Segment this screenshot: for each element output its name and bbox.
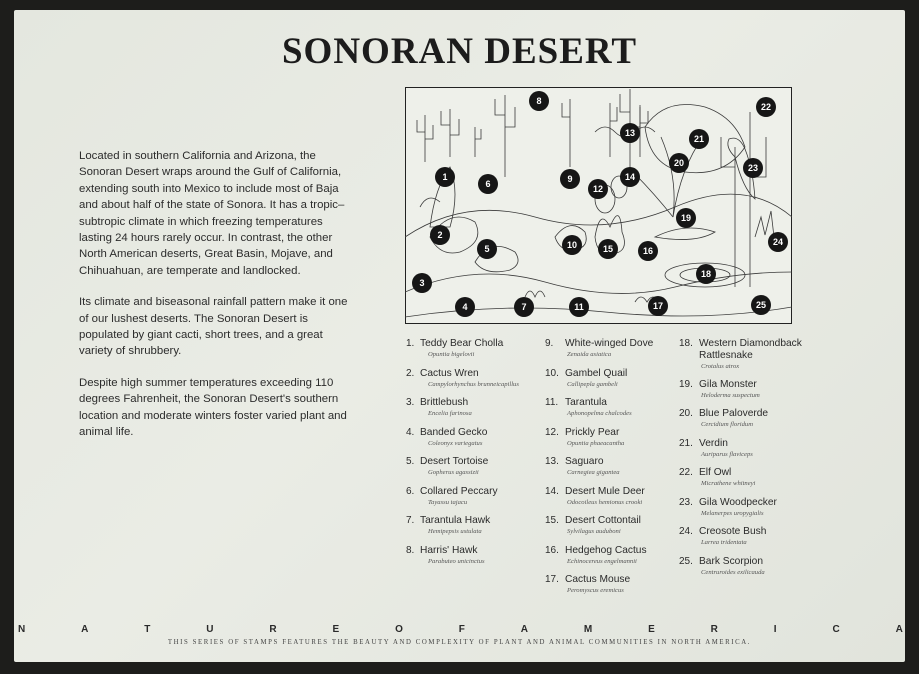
species-scientific-name: Callipepla gambeli xyxy=(567,380,618,388)
svg-text:5: 5 xyxy=(484,244,490,255)
species-scientific-name: Crotalus atrox xyxy=(701,363,740,370)
intro-paragraph-2: Its climate and biseasonal rainfall pattern make it one of our lushest deserts. The Sonoran Desert is populated by giant cacti, short trees, and a great variety of shrubbery. xyxy=(79,296,348,358)
species-common-name: Tarantula xyxy=(565,397,607,408)
svg-text:22: 22 xyxy=(760,102,772,113)
svg-text:1: 1 xyxy=(442,172,448,183)
species-number: 22. xyxy=(679,467,693,478)
intro-text xyxy=(79,148,354,456)
species-number: 12. xyxy=(545,426,559,438)
svg-text:24: 24 xyxy=(772,237,784,248)
illustration-marker xyxy=(455,297,475,317)
series-letter: E xyxy=(648,624,655,635)
species-common-name: Verdin xyxy=(699,437,728,449)
species-scientific-name: Cercidium floridum xyxy=(701,421,753,428)
species-common-name: Prickly Pear xyxy=(565,426,620,438)
species-entry xyxy=(406,515,555,536)
species-scientific-name: Aphonopelma chalcodes xyxy=(567,410,632,417)
species-entry xyxy=(679,497,811,518)
species-scientific-name: Encelia farinosa xyxy=(428,410,472,417)
species-number: 23. xyxy=(679,496,693,508)
svg-text:10: 10 xyxy=(566,240,578,251)
species-common-name: Desert Tortoise xyxy=(420,456,489,467)
series-letter: A xyxy=(520,624,528,635)
species-entry xyxy=(406,545,555,566)
species-common-name: Creosote Bush xyxy=(699,526,767,537)
species-scientific-name: Campylorhynchus brunneicapillus xyxy=(428,380,519,388)
series-letter: N xyxy=(18,624,26,635)
species-entry xyxy=(545,486,694,507)
species-number: 14. xyxy=(545,485,559,497)
species-common-name: Cactus Mouse xyxy=(565,574,631,585)
series-letter: A xyxy=(81,624,89,635)
svg-text:25: 25 xyxy=(755,300,767,311)
series-letter: I xyxy=(773,624,777,635)
illustration-marker xyxy=(562,235,582,255)
species-scientific-name: Peromyscus eremicus xyxy=(567,587,624,594)
species-scientific-name: Centruroides exilicauda xyxy=(701,568,765,576)
species-common-name: Gambel Quail xyxy=(565,367,628,379)
species-number: 3. xyxy=(406,397,415,408)
svg-text:14: 14 xyxy=(624,172,636,183)
species-number: 18. xyxy=(679,338,693,349)
species-entry xyxy=(679,467,811,488)
species-number: 20. xyxy=(679,408,693,419)
species-common-name: Western Diamondback Rattlesnake xyxy=(699,338,802,361)
species-scientific-name: Echinocereus engelmannii xyxy=(567,557,637,565)
species-scientific-name: Tayassu tajacu xyxy=(428,498,468,506)
svg-text:2: 2 xyxy=(437,230,443,241)
series-letter: T xyxy=(144,624,151,635)
species-entry xyxy=(679,408,811,429)
svg-text:12: 12 xyxy=(592,184,604,195)
series-letter: E xyxy=(332,624,340,635)
illustration-marker xyxy=(669,153,689,173)
species-scientific-name: Heloderma suspectum xyxy=(701,391,760,399)
svg-text:8: 8 xyxy=(536,96,542,107)
species-common-name: Harris' Hawk xyxy=(420,544,478,556)
species-number: 25. xyxy=(679,555,693,567)
species-entry xyxy=(679,338,811,371)
species-entry xyxy=(545,456,694,477)
illustration-marker xyxy=(756,97,776,117)
species-entry xyxy=(406,397,555,418)
svg-text:7: 7 xyxy=(521,302,527,313)
species-common-name: Saguaro xyxy=(565,456,604,467)
species-entry xyxy=(545,515,694,536)
series-letter: M xyxy=(583,624,593,635)
species-scientific-name: Coleonyx variegatus xyxy=(428,439,483,447)
illustration-marker xyxy=(529,91,549,111)
series-letter: F xyxy=(458,624,465,635)
illustration-marker xyxy=(743,158,763,178)
species-number: 17. xyxy=(545,574,559,585)
species-number: 24. xyxy=(679,526,693,537)
species-common-name: Bark Scorpion xyxy=(699,555,763,567)
species-entry xyxy=(679,556,811,577)
series-letter: A xyxy=(895,624,903,635)
species-scientific-name: Odocoileus hemionus crooki xyxy=(567,498,643,506)
species-common-name: Gila Monster xyxy=(699,378,757,390)
series-title xyxy=(18,624,903,635)
illustration-marker xyxy=(689,129,709,149)
series-letter: R xyxy=(710,624,718,635)
intro-paragraph-3: Despite high summer temperatures exceeding 110 degrees Fahrenheit, the Sonoran Desert's southern location and moderate winters foster varied plant and animal life. xyxy=(79,376,347,439)
species-entry xyxy=(679,438,811,459)
species-scientific-name: Carnegiea gigantea xyxy=(567,469,620,476)
series-letter: U xyxy=(206,624,214,635)
illustration-marker xyxy=(598,239,618,259)
svg-text:6: 6 xyxy=(485,179,491,190)
illustration-marker xyxy=(768,232,788,252)
illustration-marker xyxy=(751,295,771,315)
species-number: 10. xyxy=(545,367,559,379)
illustration-marker xyxy=(620,167,640,187)
species-scientific-name: Melanerpes uropygialis xyxy=(701,509,764,517)
species-entry xyxy=(545,427,694,448)
species-entry xyxy=(679,526,811,547)
page-title: SONORAN DESERT xyxy=(281,31,638,72)
desert-illustration xyxy=(405,87,792,324)
species-entry xyxy=(679,379,811,400)
intro-paragraph-1: Located in southern California and Arizona, the Sonoran Desert wraps around the Gulf of California, extending south into Mexico to include most of Baja and about half of the state of Sonora. It has a tropic–subtropic climate in which freezing temperatures lasting 24 hours rarely occur. In contrast, the other North American deserts, Great Basin, Mojave, and Chihuahuan, are temperate and landlocked. xyxy=(79,150,345,277)
species-entry xyxy=(406,486,555,507)
illustration-marker xyxy=(430,225,450,245)
species-entry xyxy=(406,368,555,389)
species-common-name: Elf Owl xyxy=(699,467,732,478)
illustration-marker xyxy=(620,123,640,143)
species-common-name: Teddy Bear Cholla xyxy=(420,338,504,349)
illustration-marker xyxy=(648,296,668,316)
species-number: 16. xyxy=(545,544,559,556)
species-common-name: Desert Mule Deer xyxy=(565,485,645,497)
species-entry xyxy=(545,574,694,595)
series-tagline: THIS SERIES OF STAMPS FEATURES THE BEAUTY AND COMPLEXITY OF PLANT AND ANIMAL COMMUNITIES IN NORTH AMERICA. xyxy=(167,639,752,646)
species-scientific-name: Opuntia phaeacantha xyxy=(567,439,625,447)
svg-text:17: 17 xyxy=(652,301,664,312)
species-number: 15. xyxy=(545,515,559,526)
species-common-name: Banded Gecko xyxy=(420,426,488,438)
species-number: 19. xyxy=(679,378,693,390)
svg-text:16: 16 xyxy=(642,246,654,257)
species-scientific-name: Zenaida asiatica xyxy=(567,351,612,358)
illustration-marker xyxy=(696,264,716,284)
svg-text:19: 19 xyxy=(680,213,692,224)
svg-text:13: 13 xyxy=(624,128,636,139)
illustration-marker xyxy=(514,297,534,317)
svg-text:11: 11 xyxy=(574,302,584,313)
species-entry xyxy=(406,427,555,448)
species-number: 8. xyxy=(406,544,415,556)
series-letter: O xyxy=(395,624,403,635)
species-entry xyxy=(545,368,694,389)
species-scientific-name: Hemipepsis ustulata xyxy=(428,528,482,535)
species-number: 1. xyxy=(406,338,415,349)
illustration-marker xyxy=(638,241,658,261)
species-entry xyxy=(406,338,555,359)
illustration-marker xyxy=(676,208,696,228)
svg-text:21: 21 xyxy=(693,134,705,145)
species-number: 4. xyxy=(406,426,415,438)
species-number: 2. xyxy=(406,367,415,379)
species-common-name: Brittlebush xyxy=(420,397,469,408)
svg-text:15: 15 xyxy=(602,244,614,255)
illustration-marker xyxy=(477,239,497,259)
species-common-name: Desert Cottontail xyxy=(565,515,641,526)
species-scientific-name: Sylvilagus auduboni xyxy=(567,528,621,535)
svg-text:4: 4 xyxy=(462,302,468,313)
species-number: 11. xyxy=(545,397,559,408)
illustration-marker xyxy=(478,174,498,194)
species-scientific-name: Micrathene whitneyi xyxy=(701,480,756,487)
svg-text:20: 20 xyxy=(673,158,685,169)
species-common-name: Tarantula Hawk xyxy=(420,515,491,526)
illustration-marker xyxy=(435,167,455,187)
species-number: 6. xyxy=(406,485,415,497)
species-entry xyxy=(545,338,694,359)
species-scientific-name: Larrea tridentata xyxy=(701,539,747,546)
illustration-marker xyxy=(560,169,580,189)
illustration-marker xyxy=(569,297,589,317)
series-letter: R xyxy=(269,624,277,635)
species-entry xyxy=(406,456,555,477)
species-scientific-name: Auriparus flaviceps xyxy=(701,450,753,458)
species-number: 21. xyxy=(679,437,693,449)
species-number: 13. xyxy=(545,456,559,467)
species-scientific-name: Gopherus agassizii xyxy=(428,469,479,476)
svg-text:9: 9 xyxy=(567,174,573,185)
svg-text:3: 3 xyxy=(419,278,425,289)
svg-text:18: 18 xyxy=(700,269,712,280)
species-common-name: Hedgehog Cactus xyxy=(565,544,647,556)
svg-text:23: 23 xyxy=(747,163,759,174)
species-scientific-name: Opuntia bigelovii xyxy=(428,351,475,358)
species-entry xyxy=(545,545,694,566)
species-number: 9. xyxy=(545,338,554,349)
illustration-marker xyxy=(412,273,432,293)
species-common-name: Cactus Wren xyxy=(420,367,479,379)
species-number: 7. xyxy=(406,515,415,526)
species-number: 5. xyxy=(406,456,415,467)
species-common-name: White-winged Dove xyxy=(565,338,654,349)
series-letter: C xyxy=(832,624,840,635)
species-scientific-name: Parabuteo unicinctus xyxy=(428,557,485,565)
illustration-marker xyxy=(588,179,608,199)
species-common-name: Gila Woodpecker xyxy=(699,496,777,508)
species-entry xyxy=(545,397,694,418)
species-common-name: Collared Peccary xyxy=(420,485,498,497)
species-common-name: Blue Paloverde xyxy=(699,408,769,419)
